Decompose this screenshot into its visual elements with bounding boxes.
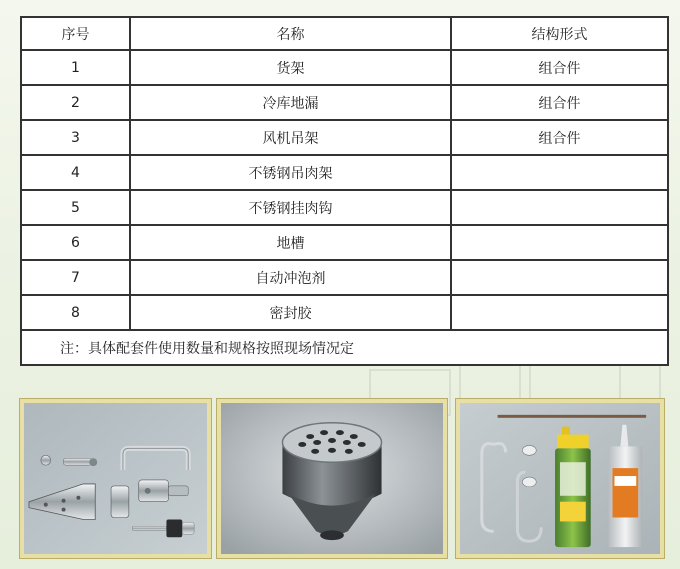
header-number: 序号 <box>21 17 130 50</box>
table-row <box>21 120 668 155</box>
table-row <box>21 85 668 120</box>
table-row <box>21 295 668 330</box>
cell-name: 不锈钢吊肉架 <box>130 155 451 190</box>
header-structure: 结构形式 <box>451 17 668 50</box>
cell-name: 冷库地漏 <box>130 85 451 120</box>
accessory-spec-table <box>20 16 669 366</box>
hooks-sealant-image <box>460 403 660 554</box>
table-note: 注：具体配套件使用数量和规格按照现场情况定 <box>21 330 668 365</box>
cell-number: 5 <box>21 190 130 225</box>
cell-structure <box>451 155 668 190</box>
cell-structure: 组合件 <box>451 50 668 85</box>
cell-name: 风机吊架 <box>130 120 451 155</box>
photo-hooks-and-sealant <box>455 398 665 559</box>
cell-number: 2 <box>21 85 130 120</box>
cell-number: 6 <box>21 225 130 260</box>
photo-hardware-parts <box>19 398 212 559</box>
cell-number: 7 <box>21 260 130 295</box>
cell-structure <box>451 225 668 260</box>
cell-name: 不锈钢挂肉钩 <box>130 190 451 225</box>
cell-number: 4 <box>21 155 130 190</box>
cell-number: 1 <box>21 50 130 85</box>
table-row <box>21 50 668 85</box>
table-header-row <box>21 17 668 50</box>
table-note-row <box>21 330 668 365</box>
cell-name: 自动冲泡剂 <box>130 260 451 295</box>
floor-drain-image <box>221 403 443 554</box>
cell-structure <box>451 190 668 225</box>
cell-name: 密封胶 <box>130 295 451 330</box>
cell-structure <box>451 295 668 330</box>
table-row <box>21 225 668 260</box>
table-row <box>21 190 668 225</box>
photo-floor-drain <box>216 398 448 559</box>
cell-structure <box>451 260 668 295</box>
table-row <box>21 155 668 190</box>
cell-structure: 组合件 <box>451 120 668 155</box>
header-name: 名称 <box>130 17 451 50</box>
hardware-parts-image <box>24 403 207 554</box>
cell-structure: 组合件 <box>451 85 668 120</box>
cell-number: 3 <box>21 120 130 155</box>
cell-number: 8 <box>21 295 130 330</box>
table-row <box>21 260 668 295</box>
cell-name: 地槽 <box>130 225 451 260</box>
cell-name: 货架 <box>130 50 451 85</box>
